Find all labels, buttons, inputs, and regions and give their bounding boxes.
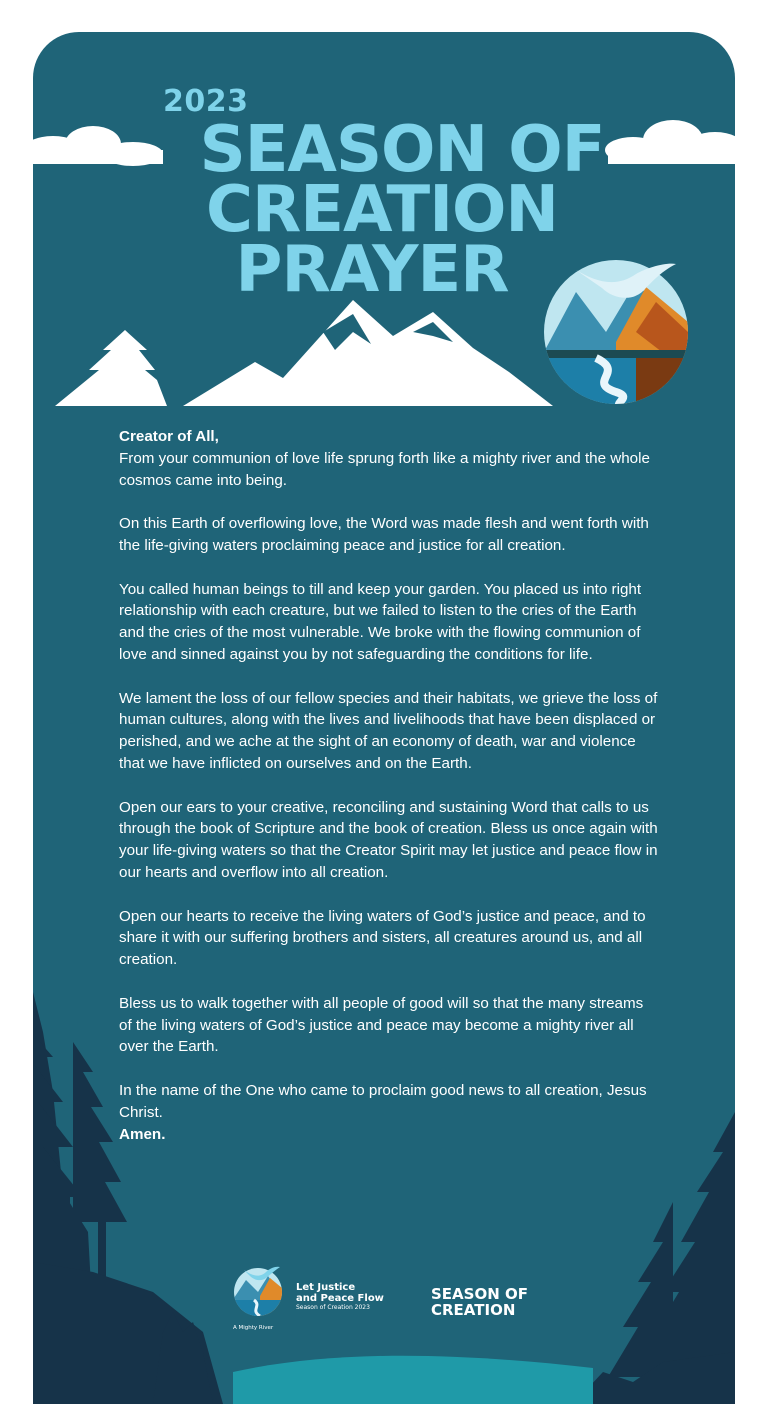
year-label: 2023 [163, 84, 249, 119]
prayer-text-1: From your communion of love life sprung forth like a mighty river and the whole cosmos came into being. [119, 449, 650, 489]
prayer-text [119, 426, 659, 1167]
prayer-paragraph-3: You called human beings to till and keep your garden. You placed us into right relationship with each creature, but we failed to listen to the cries of the Earth and the cries of the most vulnerable. We broke with the flowing communion of love and sinned against you by not safeguarding the conditions for life. [119, 580, 642, 663]
prayer-closing: Amen. [119, 1125, 166, 1143]
prayer-paragraph-4: We lament the loss of our fellow species and their habitats, we grieve the loss of human cultures, along with the lives and livelihoods that have been displaced or perished, and we ache at the sight of an economy of death, war and violence that we have inflicted on ourselves and on the Earth. [119, 689, 658, 772]
footer-logo-text [296, 1282, 384, 1312]
logo-line-1: Let Justice [296, 1282, 356, 1293]
prayer-paragraph-6: Open our hearts to receive the living waters of God’s justice and peace, and to share it with our suffering brothers and sisters, all creatures around us, and all creation. [119, 907, 646, 969]
prayer-text-8: In the name of the One who came to proclaim good news to all creation, Jesus Christ. [119, 1081, 647, 1121]
title-line-2: CREATION [206, 173, 558, 247]
prayer-card [33, 32, 735, 1404]
prayer-paragraph-2: On this Earth of overflowing love, the Word was made flesh and went forth with the life-giving waters proclaiming peace and justice for all creation. [119, 515, 649, 554]
title-line-1: SEASON OF [199, 113, 605, 187]
logo-caption: A Mighty River [233, 1325, 274, 1331]
river-water [233, 1356, 593, 1404]
prayer-paragraph-1 [119, 426, 659, 491]
logo-line-2: and Peace Flow [296, 1293, 384, 1304]
brand-line-2: CREATION [431, 1301, 516, 1319]
prayer-paragraph-7: Bless us to walk together with all people of good will so that the many streams of the living waters of God’s justice and peace may become a mighty river all over the Earth. [119, 994, 644, 1056]
prayer-paragraph-8 [119, 1080, 659, 1145]
prayer-opening: Creator of All, [119, 428, 219, 445]
title-line-3: PRAYER [235, 233, 509, 307]
footer-brand [431, 1286, 528, 1318]
brand-line-1: SEASON OF [431, 1285, 528, 1303]
logo-subtitle: Season of Creation 2023 [296, 1304, 370, 1311]
footer-emblem-icon [234, 1267, 282, 1316]
mountain-icon [55, 300, 553, 406]
prayer-paragraph-5: Open our ears to your creative, reconciling and sustaining Word that calls to us through the book of Scripture and the book of creation. Bless us once again with your life-giving waters so that the Creator Spirit may let justice and peace flow in our hearts and overflow into all creation. [119, 798, 658, 881]
